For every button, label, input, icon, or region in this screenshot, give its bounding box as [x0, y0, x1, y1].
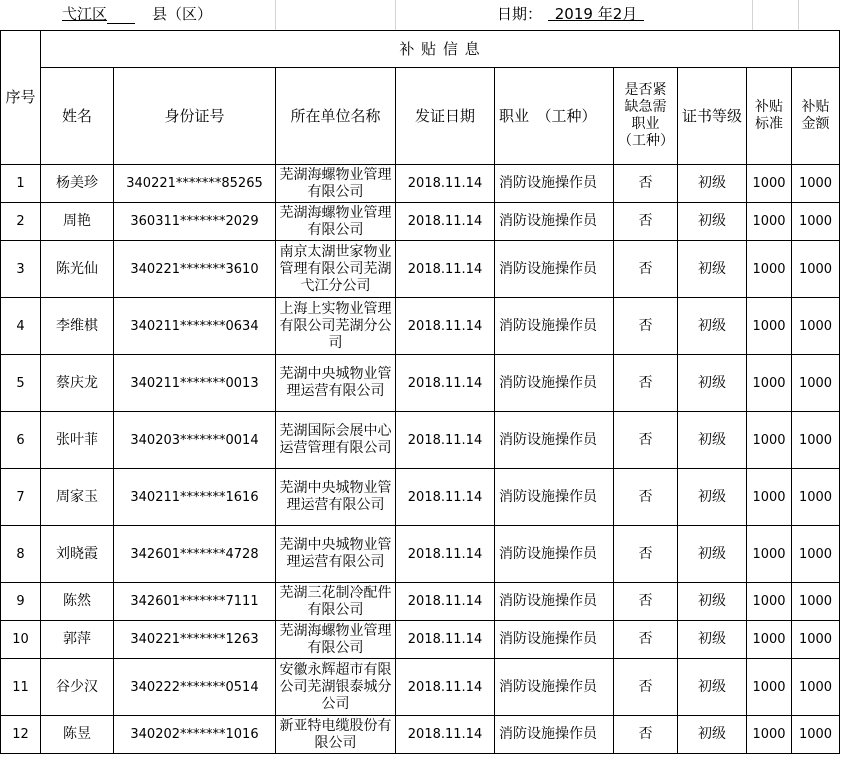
seq-cell[interactable]: 7 [1, 469, 41, 526]
header-name: 姓名 [41, 68, 114, 165]
unit-cell[interactable]: 芜湖三花制冷配件有限公司 [276, 583, 396, 621]
amount-cell[interactable]: 1000 [792, 203, 840, 241]
issue-date-cell[interactable]: 2018.11.14 [396, 203, 495, 241]
unit-cell[interactable]: 芜湖海螺物业管理有限公司 [276, 203, 396, 241]
standard-cell[interactable]: 1000 [747, 203, 792, 241]
gridline [752, 0, 753, 30]
amount-cell[interactable]: 1000 [792, 583, 840, 621]
unit-cell[interactable]: 芜湖海螺物业管理有限公司 [276, 621, 396, 659]
district-value: 弋江区 [62, 5, 108, 23]
issue-date-cell[interactable]: 2018.11.14 [396, 583, 495, 621]
level-cell[interactable]: 初级 [678, 412, 747, 469]
job-cell[interactable]: 消防设施操作员 [495, 241, 614, 298]
seq-cell[interactable]: 10 [1, 621, 41, 659]
issue-date-cell[interactable]: 2018.11.14 [396, 526, 495, 583]
issue-date-cell[interactable]: 2018.11.14 [396, 241, 495, 298]
sheet-top-line [0, 0, 847, 30]
seq-cell[interactable]: 5 [1, 355, 41, 412]
shortage-cell[interactable]: 否 [614, 526, 678, 583]
job-cell[interactable]: 消防设施操作员 [495, 355, 614, 412]
job-cell[interactable]: 消防设施操作员 [495, 583, 614, 621]
seq-cell[interactable]: 12 [1, 716, 41, 754]
header-row-group [1, 31, 840, 68]
name-cell[interactable]: 陈光仙 [41, 241, 114, 298]
job-cell[interactable]: 消防设施操作员 [495, 298, 614, 355]
level-cell[interactable]: 初级 [678, 583, 747, 621]
unit-cell[interactable]: 上海上实物业管理有限公司芜湖分公司 [276, 298, 396, 355]
id-number-cell[interactable]: 340222*******0514 [114, 659, 276, 716]
shortage-cell[interactable]: 否 [614, 659, 678, 716]
table-row[interactable] [1, 298, 840, 355]
standard-cell[interactable]: 1000 [747, 241, 792, 298]
issue-date-cell[interactable]: 2018.11.14 [396, 469, 495, 526]
seq-cell[interactable]: 1 [1, 165, 41, 203]
shortage-cell[interactable]: 否 [614, 355, 678, 412]
name-cell[interactable]: 刘晓霞 [41, 526, 114, 583]
amount-cell[interactable]: 1000 [792, 621, 840, 659]
date-label: 日期： [497, 5, 543, 23]
level-cell[interactable]: 初级 [678, 241, 747, 298]
unit-cell[interactable]: 芜湖中央城物业管理运营有限公司 [276, 469, 396, 526]
unit-cell[interactable]: 芜湖国际会展中心运营管理有限公司 [276, 412, 396, 469]
unit-cell[interactable]: 芜湖中央城物业管理运营有限公司 [276, 526, 396, 583]
header-seq: 序号 [1, 31, 41, 165]
id-number-cell[interactable]: 360311*******2029 [114, 203, 276, 241]
district-field[interactable] [62, 3, 135, 24]
shortage-cell[interactable]: 否 [614, 412, 678, 469]
unit-cell[interactable]: 芜湖中央城物业管理运营有限公司 [276, 355, 396, 412]
amount-cell[interactable]: 1000 [792, 469, 840, 526]
amount-cell[interactable]: 1000 [792, 241, 840, 298]
table-row[interactable] [1, 412, 840, 469]
header-issue-date: 发证日期 [396, 68, 495, 165]
shortage-cell[interactable]: 否 [614, 298, 678, 355]
name-cell[interactable]: 陈然 [41, 583, 114, 621]
seq-cell[interactable]: 8 [1, 526, 41, 583]
issue-date-cell[interactable]: 2018.11.14 [396, 659, 495, 716]
name-cell[interactable]: 蔡庆龙 [41, 355, 114, 412]
amount-cell[interactable]: 1000 [792, 165, 840, 203]
id-number-cell[interactable]: 342601*******4728 [114, 526, 276, 583]
name-cell[interactable]: 周艳 [41, 203, 114, 241]
seq-cell[interactable]: 3 [1, 241, 41, 298]
gridline [275, 0, 276, 30]
job-cell[interactable]: 消防设施操作员 [495, 412, 614, 469]
standard-cell[interactable]: 1000 [747, 621, 792, 659]
standard-cell[interactable]: 1000 [747, 355, 792, 412]
subsidy-table [0, 30, 840, 754]
gridline [395, 0, 396, 30]
header-row-columns [1, 68, 840, 165]
name-cell[interactable]: 张叶菲 [41, 412, 114, 469]
id-number-cell[interactable]: 340211*******1616 [114, 469, 276, 526]
seq-cell[interactable]: 2 [1, 203, 41, 241]
level-cell[interactable]: 初级 [678, 355, 747, 412]
issue-date-cell[interactable]: 2018.11.14 [396, 621, 495, 659]
job-cell[interactable]: 消防设施操作员 [495, 165, 614, 203]
issue-date-cell[interactable]: 2018.11.14 [396, 165, 495, 203]
header-standard: 补贴标准 [747, 68, 792, 165]
shortage-cell[interactable]: 否 [614, 203, 678, 241]
shortage-cell[interactable]: 否 [614, 241, 678, 298]
unit-cell[interactable]: 芜湖海螺物业管理有限公司 [276, 165, 396, 203]
level-cell[interactable]: 初级 [678, 469, 747, 526]
issue-date-cell[interactable]: 2018.11.14 [396, 412, 495, 469]
amount-cell[interactable]: 1000 [792, 659, 840, 716]
header-shortage: 是否紧缺急需职业（工种） [614, 68, 678, 165]
amount-cell[interactable]: 1000 [792, 526, 840, 583]
id-number-cell[interactable]: 340211*******0013 [114, 355, 276, 412]
gridline [798, 0, 799, 30]
name-cell[interactable]: 周家玉 [41, 469, 114, 526]
seq-cell[interactable]: 4 [1, 298, 41, 355]
level-cell[interactable]: 初级 [678, 298, 747, 355]
unit-cell[interactable]: 安徽永辉超市有限公司芜湖银泰城分公司 [276, 659, 396, 716]
id-number-cell[interactable]: 340203*******0014 [114, 412, 276, 469]
table-row[interactable] [1, 716, 840, 754]
shortage-cell[interactable]: 否 [614, 165, 678, 203]
shortage-cell[interactable]: 否 [614, 716, 678, 754]
unit-cell[interactable]: 新亚特电缆股份有限公司 [276, 716, 396, 754]
name-cell[interactable]: 谷少汉 [41, 659, 114, 716]
level-cell[interactable]: 初级 [678, 526, 747, 583]
job-cell[interactable]: 消防设施操作员 [495, 526, 614, 583]
standard-cell[interactable]: 1000 [747, 716, 792, 754]
standard-cell[interactable]: 1000 [747, 583, 792, 621]
unit-cell[interactable]: 南京太湖世家物业管理有限公司芜湖弋江分公司 [276, 241, 396, 298]
header-id: 身份证号 [114, 68, 276, 165]
id-number-cell[interactable]: 340211*******0634 [114, 298, 276, 355]
id-number-cell[interactable]: 342601*******7111 [114, 583, 276, 621]
table-row[interactable] [1, 241, 840, 298]
level-cell[interactable]: 初级 [678, 165, 747, 203]
level-cell[interactable]: 初级 [678, 203, 747, 241]
amount-cell[interactable]: 1000 [792, 355, 840, 412]
job-cell[interactable]: 消防设施操作员 [495, 716, 614, 754]
name-cell[interactable]: 杨美珍 [41, 165, 114, 203]
standard-cell[interactable]: 1000 [747, 526, 792, 583]
id-number-cell[interactable]: 340221*******85265 [114, 165, 276, 203]
county-label: 县（区） [152, 5, 213, 23]
table-row[interactable] [1, 203, 840, 241]
table-row[interactable] [1, 526, 840, 583]
header-job: 职业 （工种） [495, 68, 614, 165]
seq-cell[interactable]: 9 [1, 583, 41, 621]
id-number-cell[interactable]: 340202*******1016 [114, 716, 276, 754]
table-row[interactable] [1, 355, 840, 412]
header-level: 证书等级 [678, 68, 747, 165]
name-cell[interactable]: 陈昱 [41, 716, 114, 754]
level-cell[interactable]: 初级 [678, 659, 747, 716]
header-subsidy-info: 补 贴 信 息 [41, 31, 840, 68]
shortage-cell[interactable]: 否 [614, 469, 678, 526]
job-cell[interactable]: 消防设施操作员 [495, 203, 614, 241]
table-row[interactable] [1, 469, 840, 526]
table-row[interactable] [1, 659, 840, 716]
table-row[interactable] [1, 621, 840, 659]
job-cell[interactable]: 消防设施操作员 [495, 659, 614, 716]
job-cell[interactable]: 消防设施操作员 [495, 621, 614, 659]
shortage-cell[interactable]: 否 [614, 583, 678, 621]
issue-date-cell[interactable]: 2018.11.14 [396, 355, 495, 412]
amount-cell[interactable]: 1000 [792, 412, 840, 469]
standard-cell[interactable]: 1000 [747, 298, 792, 355]
date-value[interactable]: 2019 年2月 [548, 3, 644, 21]
amount-cell[interactable]: 1000 [792, 298, 840, 355]
standard-cell[interactable]: 1000 [747, 412, 792, 469]
job-cell[interactable]: 消防设施操作员 [495, 469, 614, 526]
name-cell[interactable]: 李维棋 [41, 298, 114, 355]
issue-date-cell[interactable]: 2018.11.14 [396, 716, 495, 754]
seq-cell[interactable]: 11 [1, 659, 41, 716]
id-number-cell[interactable]: 340221*******1263 [114, 621, 276, 659]
header-unit: 所在单位名称 [276, 68, 396, 165]
standard-cell[interactable]: 1000 [747, 469, 792, 526]
table-row[interactable] [1, 583, 840, 621]
level-cell[interactable]: 初级 [678, 716, 747, 754]
name-cell[interactable]: 郭萍 [41, 621, 114, 659]
standard-cell[interactable]: 1000 [747, 165, 792, 203]
issue-date-cell[interactable]: 2018.11.14 [396, 298, 495, 355]
header-amount: 补贴金额 [792, 68, 840, 165]
standard-cell[interactable]: 1000 [747, 659, 792, 716]
seq-cell[interactable]: 6 [1, 412, 41, 469]
shortage-cell[interactable]: 否 [614, 621, 678, 659]
id-number-cell[interactable]: 340221*******3610 [114, 241, 276, 298]
district-blank [107, 8, 135, 24]
amount-cell[interactable]: 1000 [792, 716, 840, 754]
table-row[interactable] [1, 165, 840, 203]
level-cell[interactable]: 初级 [678, 621, 747, 659]
